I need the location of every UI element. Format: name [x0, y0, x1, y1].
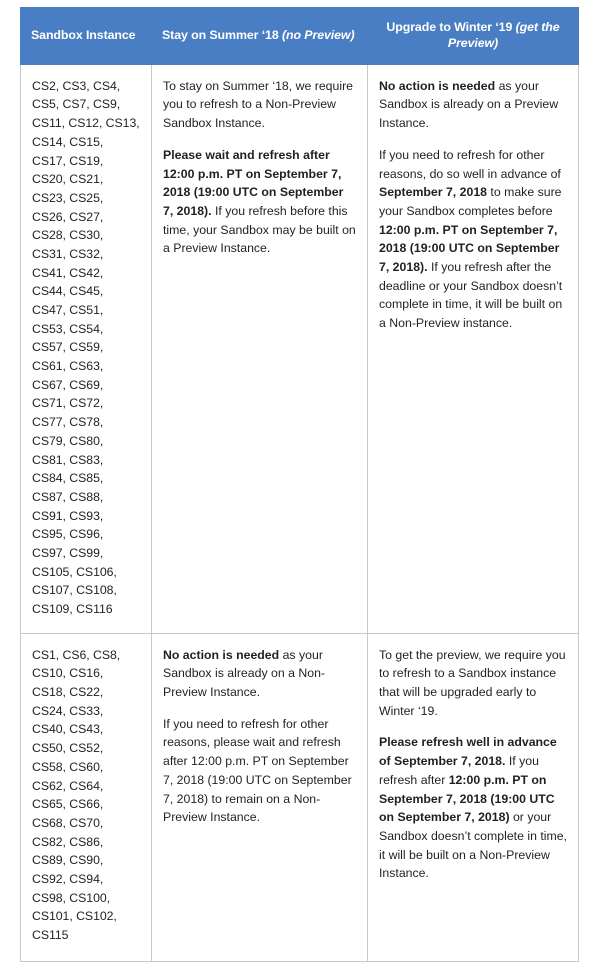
- upgrade-row2-p2-bold-a: Please refresh well in advance of September 7, 2018.: [379, 735, 557, 769]
- stay-row2-p1-bold: No action is needed: [163, 647, 280, 662]
- stay-row1-p1-text: To stay on Summer ‘18, we require you to refresh to a Non-Preview Sandbox Instance.: [163, 78, 354, 131]
- cell-upgrade-winter19-row2: [368, 633, 579, 961]
- column-header-stay-summer18: [152, 8, 368, 65]
- stay-row1-p2-text: If you refresh before this time, your Sandbox may be built on a Preview Instance.: [163, 203, 356, 256]
- upgrade-row1-paragraph-2: [379, 146, 567, 333]
- column-header-sandbox-instance-label: Sandbox Instance: [31, 28, 136, 43]
- column-header-upgrade-winter19-label: Upgrade to Winter ‘19: [386, 20, 516, 34]
- upgrade-row2-p2-text-b: If you refresh after: [379, 754, 539, 787]
- stay-row1-paragraph-2: [163, 146, 356, 258]
- column-header-stay-summer18-note: (no Preview): [282, 28, 355, 43]
- table-row: [21, 64, 579, 633]
- sandbox-instance-table-wrapper: [20, 7, 578, 962]
- upgrade-row1-p2-text-e: If you refresh after the deadline or your Sandbox doesn’t complete in time, it will be built on a Non-Preview instance.: [379, 259, 563, 330]
- upgrade-row2-p2-text-d: or your Sandbox doesn’t complete in time, it will be built on a Non-Preview Instance.: [379, 810, 567, 881]
- table-header-row: [21, 8, 579, 65]
- stay-row2-paragraph-1: [163, 646, 356, 702]
- table-header: [21, 8, 579, 65]
- cell-upgrade-winter19-row1: [368, 64, 579, 633]
- cell-instances-row1: CS2, CS3, CS4, CS5, CS7, CS9, CS11, CS12, CS13, CS14, CS15, CS17, CS19, CS20, CS21, CS23, CS25, CS26, CS27, CS28, CS30, CS31, CS32, CS41, CS42, CS44, CS45, CS47, CS51, CS53, CS54, CS57, CS59, CS61, CS63, CS67, CS69, CS71, CS72, CS77, CS78, CS79, CS80, CS81, CS83, CS84, CS85, CS87, CS88, CS91, CS93, CS95, CS96, CS97, CS99, CS105, CS106, CS107, CS108, CS109, CS116: [21, 64, 152, 633]
- stay-row2-paragraph-2: [163, 715, 356, 827]
- table-body: [21, 64, 579, 961]
- upgrade-row1-p1-text: as your Sandbox is already on a Preview Instance.: [379, 78, 559, 131]
- upgrade-row1-p2-bold-b: September 7, 2018: [379, 185, 488, 200]
- column-header-upgrade-winter19: [368, 8, 579, 65]
- upgrade-row2-paragraph-2: [379, 733, 567, 883]
- column-header-stay-summer18-label: Stay on Summer ‘18: [162, 28, 282, 43]
- upgrade-row1-p2-text-c: to make sure your Sandbox completes before: [379, 185, 562, 218]
- upgrade-row1-paragraph-1: [379, 77, 567, 133]
- cell-instances-row2: CS1, CS6, CS8, CS10, CS16, CS18, CS22, CS24, CS33, CS40, CS43, CS50, CS52, CS58, CS60, CS62, CS64, CS65, CS66, CS68, CS70, CS82, CS86, CS89, CS90, CS92, CS94, CS98, CS100, CS101, CS102, CS115: [21, 633, 152, 961]
- column-header-upgrade-winter19-note: (get the Preview): [447, 20, 560, 51]
- stay-row1-paragraph-1: [163, 77, 356, 133]
- cell-stay-summer18-row2: [152, 633, 368, 961]
- stay-row2-p2-text: If you need to refresh for other reasons, please wait and refresh after 12:00 p.m. PT on September 7, 2018 (19:00 UTC on September 7, 2018) to remain on a Non-Preview Instance.: [163, 716, 352, 825]
- table-row: [21, 633, 579, 961]
- stay-row1-p2-bold: Please wait and refresh after 12:00 p.m. PT on September 7, 2018 (19:00 UTC on September 7, 2018).: [163, 147, 344, 218]
- upgrade-row1-p2-text-a: If you need to refresh for other reasons, do so well in advance of: [379, 147, 561, 181]
- upgrade-row1-p2-bold-d: 12:00 p.m. PT on September 7, 2018 (19:00 UTC on September 7, 2018).: [379, 222, 560, 274]
- upgrade-row2-p1-text: To get the preview, we require you to refresh to a Sandbox instance that will be upgraded early to Winter ‘19.: [379, 647, 566, 718]
- cell-stay-summer18-row1: [152, 64, 368, 633]
- column-header-sandbox-instance: [21, 8, 152, 65]
- upgrade-row2-paragraph-1: [379, 646, 567, 721]
- upgrade-row2-p2-bold-c: 12:00 p.m. PT on September 7, 2018 (19:00 UTC on September 7, 2018): [379, 772, 555, 825]
- upgrade-row1-p1-bold: No action is needed: [379, 78, 496, 93]
- sandbox-instance-table: [20, 7, 579, 962]
- stay-row2-p1-text: as your Sandbox is already on a Non-Preview Instance.: [163, 647, 326, 700]
